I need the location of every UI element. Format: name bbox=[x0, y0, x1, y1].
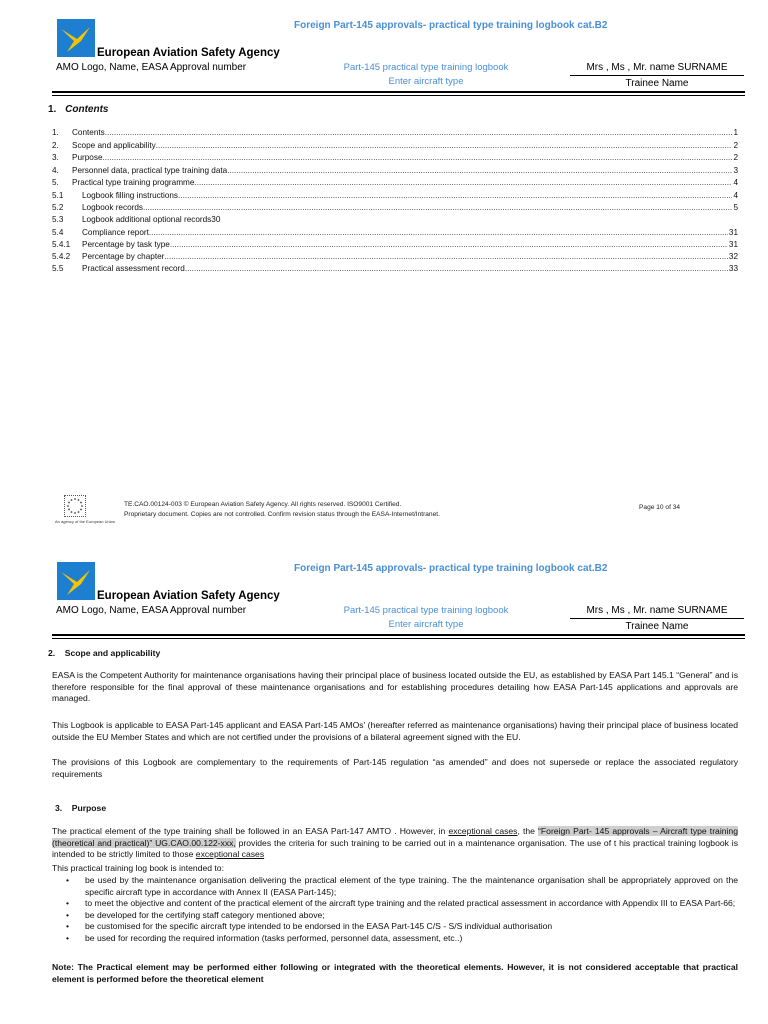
purpose-paragraph bbox=[52, 826, 738, 861]
toc-title: Percentage by chapter bbox=[82, 252, 165, 261]
scope-paragraph-1: EASA is the Competent Authority for maintenance organisations having their principal place of business located outside the EU, as established by EASA Part 145.1 “General” and is therefore responsible for the final approval of these maintenance organisations and for establishing procedures detailing how EASA Part-145 applications and approvals are managed. bbox=[52, 670, 738, 703]
toc-page: 4 bbox=[733, 190, 738, 200]
toc-title: Logbook additional optional records30 bbox=[82, 215, 221, 224]
toc-page: 31 bbox=[728, 227, 738, 237]
purpose-text-underlined: exceptional cases bbox=[195, 849, 265, 859]
bullet-icon: • bbox=[66, 875, 70, 885]
list-item bbox=[52, 875, 738, 898]
toc-num: 5.3 bbox=[52, 215, 64, 224]
toc-title: Logbook records bbox=[82, 203, 143, 212]
amo-label: AMO Logo, Name, EASA Approval number bbox=[56, 62, 247, 73]
doc-title: Foreign Part-145 approvals- practical type training logbook cat.B2 bbox=[294, 563, 608, 574]
name-underline bbox=[570, 75, 744, 76]
toc-num: 5.4 bbox=[52, 227, 64, 237]
toc-leader bbox=[178, 190, 732, 202]
toc-leader bbox=[103, 152, 733, 164]
toc-title: Personnel data, practical type training data bbox=[72, 165, 228, 175]
trainee-name-value: Mrs , Ms , Mr. name SURNAME bbox=[586, 62, 728, 73]
footer-line-2: Proprietary document. Copies are not controlled. Confirm revision status through the EASA-Internet/Intranet. bbox=[124, 511, 440, 518]
toc-leader bbox=[156, 140, 733, 152]
toc-num: 5.4.1 bbox=[52, 240, 71, 249]
easa-logo bbox=[57, 19, 95, 57]
easa-bird-icon bbox=[57, 19, 95, 57]
scope-paragraph-3: The provisions of this Logbook are complementary to the requirements of Part-145 regulation “as amended” and does not supersede or replace the associated regulatory requirements bbox=[52, 757, 738, 779]
toc-page: 1 bbox=[733, 128, 738, 137]
toc-leader bbox=[143, 202, 732, 214]
toc-leader bbox=[185, 263, 728, 275]
toc-row[interactable] bbox=[52, 127, 738, 139]
trainee-name-label: Trainee Name bbox=[625, 621, 689, 632]
toc-page: 32 bbox=[728, 252, 738, 261]
list-item-text: be customised for the specific aircraft type intended to be endorsed in the EASA Part-145 C/S - S/S individual authorisation bbox=[85, 921, 553, 931]
toc-page bbox=[220, 214, 221, 226]
list-item-text: be used by the maintenance organisation delivering the practical element of the type training. The the maintenance organisation shall be appropriately approved on the specific aircraft type in accordance with Annex II (EASA Part-145); bbox=[85, 875, 738, 897]
purpose-text-highlighted: “Foreign Part- 145 approvals – Aircraft type training (theoretical and practical)” UG.CAO.00.122-xxx, bbox=[52, 826, 738, 848]
toc-leader bbox=[227, 165, 732, 177]
bullet-icon: • bbox=[66, 932, 70, 943]
note-text: Note: The Practical element may be performed either following or integrated with the theoretical elements. However, it is not considered acceptable that practical element is performed before the theoretical element bbox=[52, 962, 738, 984]
agency-name: European Aviation Safety Agency bbox=[97, 590, 280, 602]
toc-num: 5.1 bbox=[52, 190, 64, 200]
toc-title: Purpose bbox=[72, 153, 103, 162]
list-item bbox=[52, 933, 738, 945]
easa-logo bbox=[57, 562, 95, 600]
trainee-name-label: Trainee Name bbox=[625, 78, 689, 89]
purpose-text-underlined: exceptional cases bbox=[448, 826, 518, 836]
toc-row[interactable] bbox=[52, 239, 738, 251]
toc-row[interactable] bbox=[52, 263, 738, 275]
list-item bbox=[52, 910, 738, 922]
purpose-heading: 3. Purpose bbox=[55, 803, 107, 813]
toc-row[interactable] bbox=[52, 202, 738, 214]
toc-num: 5.2 bbox=[52, 203, 64, 212]
toc-row[interactable] bbox=[52, 214, 738, 226]
header-rule-thin bbox=[52, 95, 745, 96]
doc-title: Foreign Part-145 approvals- practical type training logbook cat.B2 bbox=[294, 20, 608, 31]
purpose-text: The practical element of the type training shall be followed in an EASA Part-147 AMTO . However, in bbox=[52, 826, 449, 836]
bullet-icon: • bbox=[66, 898, 70, 908]
footer-line-1: TE.CAO.00124-003 © European Aviation Safety Agency. All rights reserved. ISO9001 Certified. bbox=[124, 501, 402, 508]
intro-line: This practical training log book is intended to: bbox=[52, 863, 224, 873]
scope-heading: 2. Scope and applicability bbox=[48, 648, 161, 658]
doc-subtitle: Part-145 practical type training logbook bbox=[343, 605, 509, 616]
contents-heading-num: 1. bbox=[48, 104, 57, 115]
toc-row[interactable] bbox=[52, 140, 738, 152]
list-item bbox=[52, 921, 738, 933]
toc-title: Contents bbox=[72, 128, 105, 137]
toc-num: 1. bbox=[52, 128, 59, 137]
header-rule-thin bbox=[52, 638, 745, 639]
list-item-text: be developed for the certifying staff category mentioned above; bbox=[85, 909, 325, 920]
toc-title: Practical type training programme bbox=[72, 178, 195, 187]
header-rule-thick bbox=[52, 634, 745, 636]
contents-heading-text: Contents bbox=[65, 104, 109, 115]
trainee-name-value: Mrs , Ms , Mr. name SURNAME bbox=[586, 605, 728, 616]
toc-title: Scope and applicability bbox=[72, 140, 156, 150]
agency-name: European Aviation Safety Agency bbox=[97, 47, 280, 59]
doc-subtitle: Part-145 practical type training logbook bbox=[343, 62, 509, 73]
toc-num: 5. bbox=[52, 178, 59, 187]
aircraft-type: Enter aircraft type bbox=[388, 76, 464, 87]
footer-page-number: Page 10 of 34 bbox=[639, 504, 681, 511]
eu-flag-icon bbox=[64, 495, 86, 517]
toc-page: 31 bbox=[728, 240, 738, 249]
list-item-text: to meet the objective and content of the practical element of the aircraft type training and the related practical assessment in accordance with Appendix III to EASA Part-66; bbox=[85, 898, 736, 908]
toc-title: Percentage by task type bbox=[82, 240, 170, 249]
toc-leader bbox=[194, 177, 732, 189]
toc-page: 33 bbox=[728, 264, 738, 273]
toc-page: 2 bbox=[733, 153, 738, 162]
contents-heading bbox=[48, 104, 108, 115]
toc-page: 5 bbox=[733, 203, 738, 212]
toc-leader bbox=[170, 239, 728, 251]
toc-num: 5.4.2 bbox=[52, 252, 71, 261]
scope-paragraph-2: This Logbook is applicable to EASA Part-145 applicant and EASA Part-145 AMOs' (hereafter referred as maintenance organisations) having their principal place of business located outside the EU Member States and which are not certified under the provisions of a bilateral agreement signed with the EU. bbox=[52, 720, 738, 742]
purpose-text: , the bbox=[517, 826, 539, 836]
toc-page: 4 bbox=[733, 178, 738, 187]
eu-caption: An agency of the European Union bbox=[55, 519, 116, 524]
bullet-icon: • bbox=[66, 921, 70, 931]
toc-row[interactable] bbox=[52, 165, 738, 177]
easa-bird-icon bbox=[57, 562, 95, 600]
toc-row[interactable] bbox=[52, 251, 738, 263]
purpose-bullet-list bbox=[52, 875, 738, 944]
toc-title: Compliance report bbox=[82, 227, 149, 237]
toc-row[interactable] bbox=[52, 227, 738, 239]
toc-row[interactable] bbox=[52, 152, 738, 164]
list-item-text: be used for recording the required information (tasks performed, personnel data, assessment, etc..) bbox=[85, 932, 463, 943]
toc-num: 2. bbox=[52, 140, 59, 150]
amo-label: AMO Logo, Name, EASA Approval number bbox=[56, 605, 247, 616]
toc-page: 3 bbox=[733, 165, 738, 175]
purpose-text: provides the criteria for such training to be carried out in a maintenance organisation. The use of t his practical training logbook is intended to be strictly limited to those bbox=[52, 837, 738, 859]
name-underline bbox=[570, 618, 744, 619]
toc-row[interactable] bbox=[52, 190, 738, 202]
toc-leader bbox=[149, 227, 728, 239]
toc-title: Practical assessment record bbox=[82, 264, 185, 273]
toc-page: 2 bbox=[733, 140, 738, 150]
bullet-icon: • bbox=[66, 909, 70, 920]
toc-num: 4. bbox=[52, 165, 59, 175]
toc-title: Logbook filling instructions bbox=[82, 190, 179, 200]
list-item bbox=[52, 898, 738, 910]
toc-leader bbox=[105, 127, 733, 139]
toc-num: 3. bbox=[52, 153, 59, 162]
toc-leader bbox=[164, 251, 728, 263]
toc-num: 5.5 bbox=[52, 264, 64, 273]
toc-row[interactable] bbox=[52, 177, 738, 189]
aircraft-type: Enter aircraft type bbox=[388, 619, 464, 630]
header-rule-thick bbox=[52, 91, 745, 93]
